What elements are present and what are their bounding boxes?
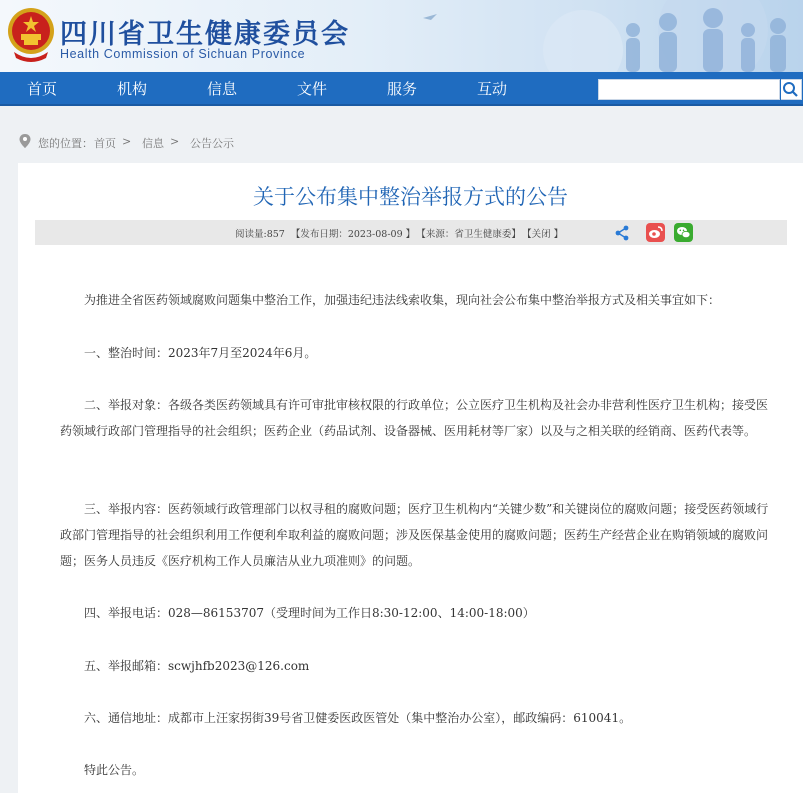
paragraph-phone: 四、举报电话：028—86153707（受理时间为工作日8:30-12:00、14:00-18:00） (84, 606, 535, 620)
weibo-icon[interactable] (646, 223, 665, 242)
location-pin-icon (18, 133, 32, 149)
breadcrumb-prefix: 您的位置： (38, 137, 93, 150)
article-title: 关于公布集中整治举报方式的公告 (253, 185, 568, 209)
national-emblem-icon (6, 4, 56, 66)
paragraph-intro: 为推进全省医药领域腐败问题集中整治工作，加强违纪违法线索收集，现向社会公布集中整治举报方式及相关事宜如下： (84, 293, 721, 307)
wechat-icon[interactable] (674, 223, 693, 242)
breadcrumb-item-home[interactable]: 首页 (94, 137, 116, 150)
article-panel (18, 163, 803, 793)
nav-item-services[interactable]: 服务 (387, 80, 418, 98)
nav-item-organization[interactable]: 机构 (117, 80, 148, 98)
breadcrumb-separator: > (170, 135, 180, 148)
main-nav (0, 72, 803, 106)
site-header (0, 0, 803, 72)
nav-item-interaction[interactable]: 互动 (477, 80, 508, 98)
search-button[interactable] (781, 79, 802, 100)
site-subtitle-en: Health Commission of Sichuan Province (60, 47, 306, 61)
article-meta (235, 226, 569, 240)
nav-item-documents[interactable]: 文件 (297, 80, 328, 98)
paragraph-period: 一、整治时间：2023年7月至2024年6月。 (84, 346, 317, 360)
search-input[interactable] (598, 79, 780, 100)
share-icon[interactable] (614, 225, 630, 241)
nav-item-home[interactable]: 首页 (27, 80, 58, 98)
search-icon (781, 80, 800, 99)
breadcrumb-separator: > (122, 135, 132, 148)
close-link[interactable]: 【关闭 】 (526, 229, 564, 240)
nav-item-information[interactable]: 信息 (207, 80, 238, 98)
site-title[interactable]: 四川省卫生健康委员会 (60, 19, 350, 50)
publish-date: 【发布日期：2023-08-09 】 (290, 229, 416, 240)
paragraph-email: 五、举报邮箱：scwjhfb2023@126.com (84, 659, 310, 673)
paragraph-address: 六、通信地址：成都市上汪家拐街39号省卫健委医政医管处（集中整治办公室），邮政编码：610041。 (84, 711, 632, 725)
article-source: 【来源：省卫生健康委】 (421, 229, 521, 240)
header-decoration-illustration (383, 0, 803, 72)
read-count: 阅读量:857 (235, 229, 285, 240)
paragraph-content: 三、举报内容：医药领域行政管理部门以权寻租的腐败问题；医疗卫生机构内“关键少数”和关键岗位的腐败问题；接受医药领域行政部门管理指导的社会组织利用工作便利牟取利益的腐败问题；涉及医保基金使用的腐败问题；医药生产经营企业在购销领域的腐败问题；医务人员违反《医疗机构工作人员廉洁从业九项准则》的问题。 (60, 502, 769, 568)
paragraph-closing: 特此公告。 (84, 763, 145, 777)
article-meta-bar (35, 220, 787, 245)
breadcrumb-item-announcements[interactable]: 公告公示 (190, 137, 234, 150)
paragraph-targets: 二、举报对象：各级各类医药领域具有许可审批审核权限的行政单位；公立医疗卫生机构及社会办非营利性医疗卫生机构；接受医药领域行政部门管理指导的社会组织；医药企业（药品试剂、设备器械、医用耗材等厂家）以及与之相关联的经销商、医药代表等。 (60, 398, 769, 438)
breadcrumb-item-information[interactable]: 信息 (142, 137, 164, 150)
